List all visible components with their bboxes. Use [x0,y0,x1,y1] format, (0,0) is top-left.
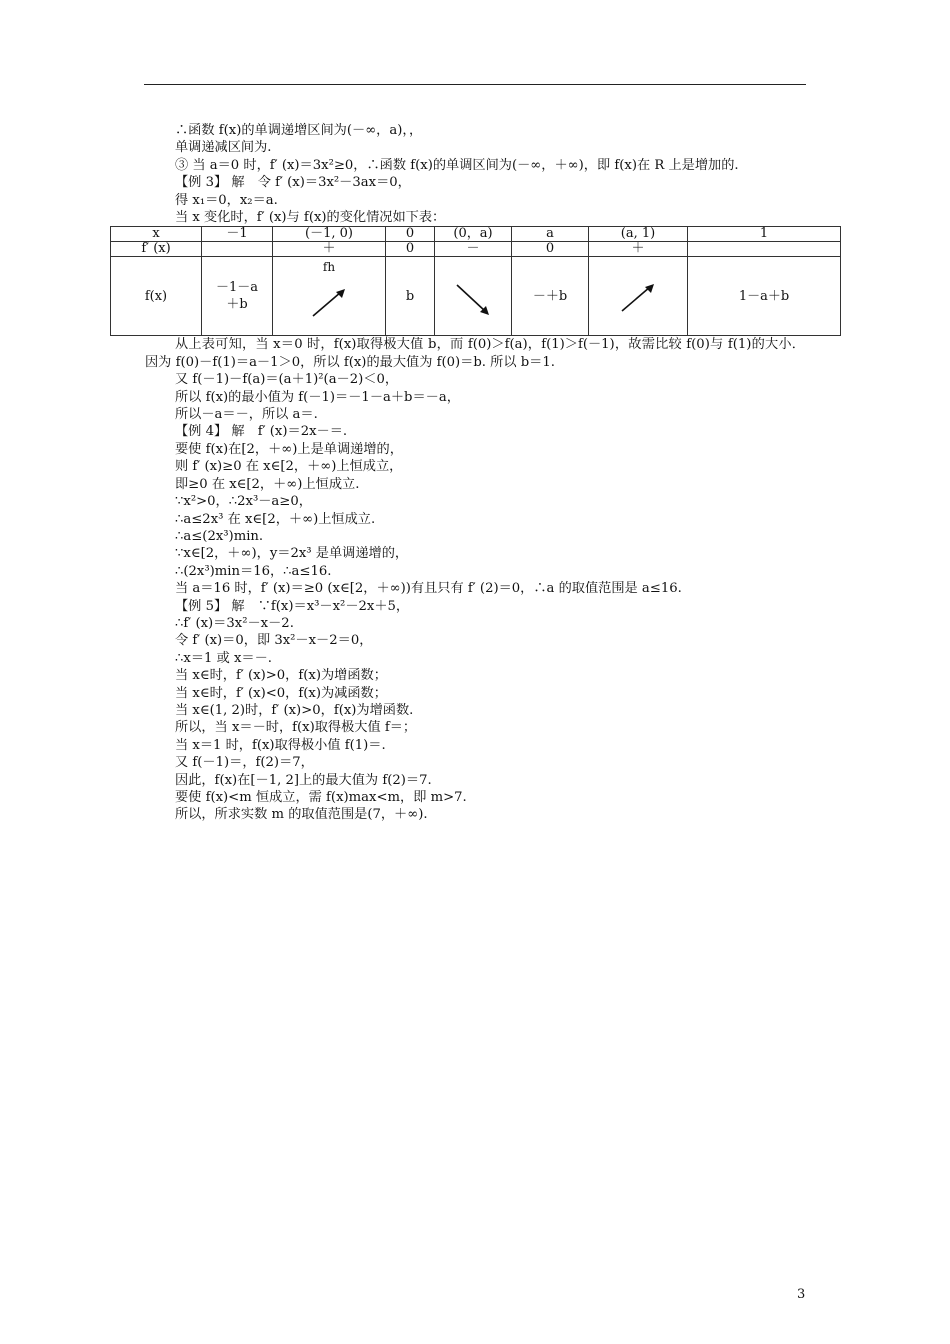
text-line: 当 x∈时，f′ (x)<0，f(x)为减函数； [175,685,387,701]
table-cell: x [111,227,202,242]
text-line: 又 f(－1)＝，f(2)＝7， [175,755,314,771]
text-line: ∵x²>0，∴2x³－a≥0， [175,494,312,510]
table-cell: 0 [386,242,435,257]
table-cell: ＋ [589,242,688,257]
text-line: 所以－a＝－，所以 a＝. [175,407,318,423]
table-cell: ＋ [273,242,386,257]
table-cell [202,242,273,257]
arrow-up-right-icon [309,286,349,320]
text-line: 因此，f(x)在[－1, 2]上的最大值为 f(2)＝7. [175,772,432,788]
text-line: 当 x 变化时，f′ (x)与 f(x)的变化情况如下表： [175,210,446,226]
example-4-heading: 【例 4】 解 f′ (x)＝2x－＝. [175,424,348,440]
text-line: ∴x＝1 或 x＝－. [175,650,272,666]
example-3-heading: 【例 3】 解 令 f′ (x)＝3x²－3ax＝0， [175,175,411,191]
table-cell: a [512,227,589,242]
text-line: ∴a≤(2x³)min. [175,528,264,544]
header-rule [144,84,806,85]
text-line: ∴函数 f(x)的单调递增区间为(－∞，a)，， [175,123,423,138]
table-cell: 0 [386,227,435,242]
table-cell: －1 [202,227,273,242]
text-line: 所以，当 x＝－时，f(x)取得极大值 f＝； [175,720,417,736]
text-line: 又 f(－1)－f(a)＝(a＋1)²(a－2)＜0， [175,372,399,388]
table-cell: (a, 1) [589,227,688,242]
text-line: ③ 当 a＝0 时，f′ (x)＝3x²≥0，∴函数 f(x)的单调区间为(－∞，＋∞)，即 f(x)在 R 上是增加的. [175,157,739,173]
table-row-derivative [111,242,841,257]
arrow-down-right-icon [453,281,493,317]
table-cell: －1－a＋b [202,257,273,336]
variation-table [110,226,841,336]
text-line: 当 x∈时，f′ (x)>0，f(x)为增函数； [175,668,387,684]
arrow-up-right-icon [618,281,658,315]
table-cell: b [386,257,435,336]
table-cell-arrow [589,257,688,336]
text-line: 要使 f(x)<m 恒成立，需 f(x)max<m，即 m>7. [175,790,467,805]
table-row-x [111,227,841,242]
table-cell: 1－a＋b [688,257,841,336]
text-line: 当 a＝16 时，f′ (x)＝≥0 (x∈[2，＋∞))有且只有 f′ (2)＝0，∴a 的取值范围是 a≤16. [175,581,682,597]
table-cell: －＋b [512,257,589,336]
text-line: ∴a≤2x³ 在 x∈[2，＋∞)上恒成立. [175,511,376,527]
text-line: 令 f′ (x)＝0，即 3x²－x－2＝0， [175,633,373,649]
page-number: 3 [797,1287,806,1302]
table-cell-arrow [273,257,386,336]
text-line: 当 x＝1 时，f(x)取得极小值 f(1)＝. [175,737,386,753]
text-line: 从上表可知，当 x＝0 时，f(x)取得极大值 b，而 f(0)＞f(a)，f(1)＞f(－1)，故需比较 f(0)与 f(1)的大小．因为 f(0)－f(1)＝a－1＞0，所以 f(x)的最大值为 f(0)＝b. 所以 b＝1. [145,337,805,370]
cell-note: fh [322,260,336,275]
text-line: ∴(2x³)min＝16，∴a≤16. [175,563,332,579]
example-5-heading: 【例 5】 解 ∵f(x)＝x³－x²－2x＋5， [175,598,410,614]
text-line: 即≥0 在 x∈[2，＋∞)上恒成立. [175,476,360,492]
table-cell: f′ (x) [111,242,202,257]
text-line: ∴f′ (x)＝3x²－x－2. [175,615,294,631]
table-cell: 1 [688,227,841,242]
text-line: 则 f′ (x)≥0 在 x∈[2，＋∞)上恒成立， [175,459,403,475]
table-cell: (0，a) [435,227,512,242]
text-line: 单调递减区间为. [175,140,272,156]
table-cell: (－1, 0) [273,227,386,242]
text-line: ∵x∈[2，＋∞)，y＝2x³ 是单调递增的， [175,546,409,562]
table-cell: 0 [512,242,589,257]
text-line: 得 x₁＝0，x₂＝a. [175,192,278,208]
document-body [141,122,805,824]
table-cell: f(x) [111,257,202,336]
text-line: 所以，所求实数 m 的取值范围是(7，＋∞). [175,807,428,823]
table-cell: － [435,242,512,257]
text-line: 要使 f(x)在[2，＋∞)上是单调递增的， [175,441,403,457]
table-row-function [111,257,841,336]
table-cell [688,242,841,257]
table-cell-arrow [435,257,512,336]
text-line: 所以 f(x)的最小值为 f(－1)＝－1－a＋b＝－a， [175,389,460,405]
text-line: 当 x∈(1, 2)时，f′ (x)>0，f(x)为增函数. [175,702,414,718]
